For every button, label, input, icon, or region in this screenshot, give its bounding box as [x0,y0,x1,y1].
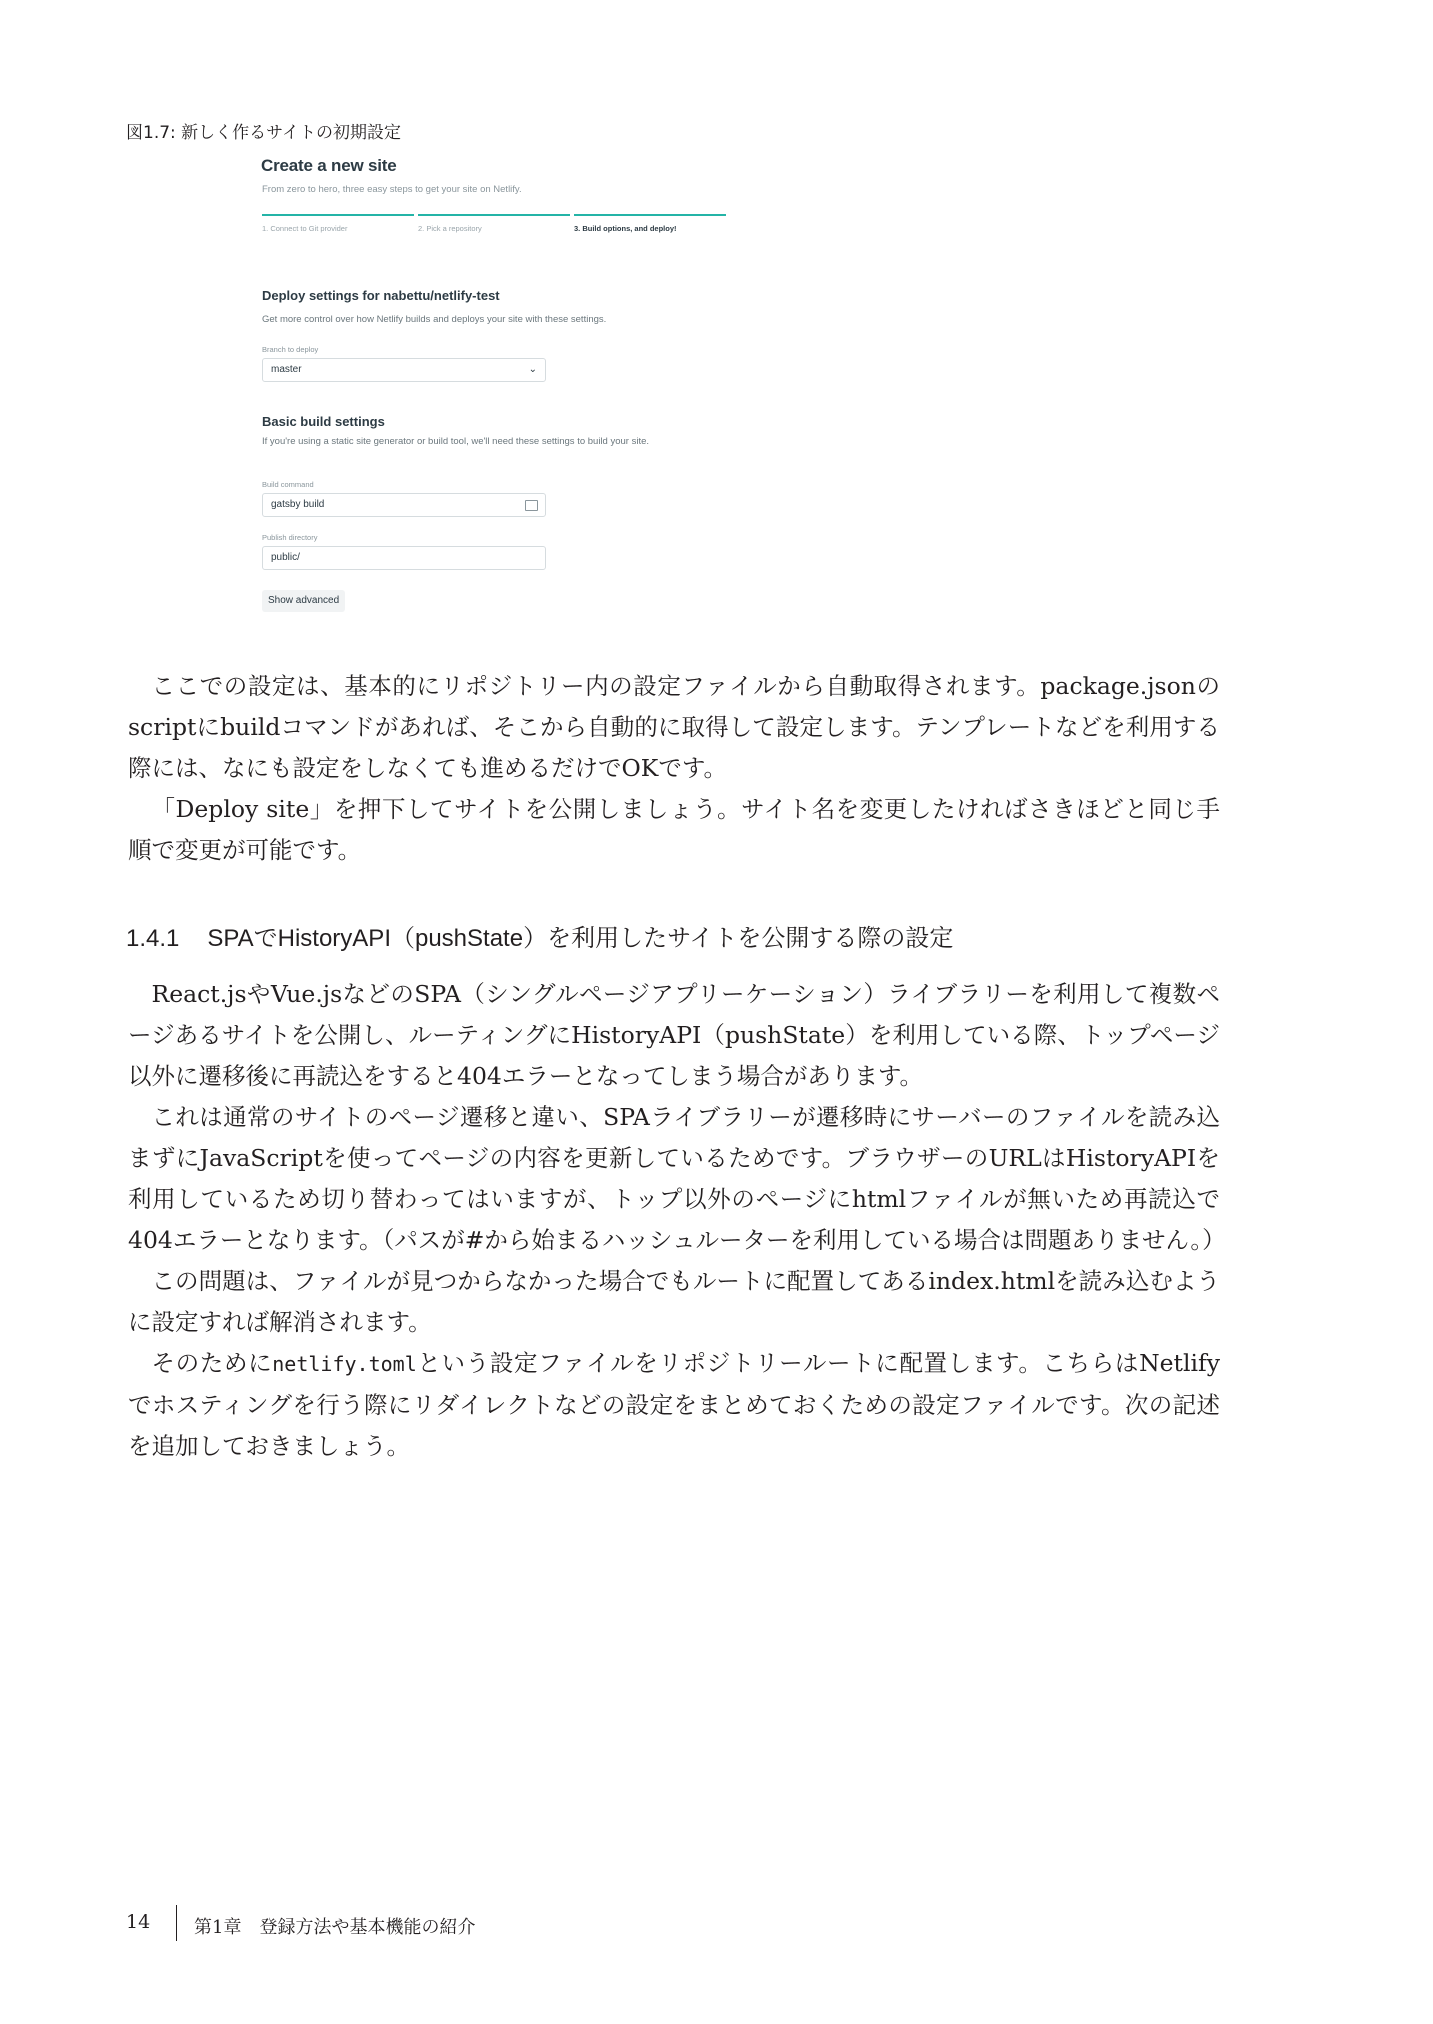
publish-directory-label: Publish directory [262,533,318,542]
paragraph-1: ここでの設定は、基本的にリポジトリー内の設定ファイルから自動取得されます。package.jsonのscriptにbuildコマンドがあれば、そこから自動的に取得して設定します。テンプレートなどを利用する際には、なにも設定をしなくても進めるだけでOKです。 [128,672,1220,782]
build-command-value: gatsby build [271,499,325,510]
footer-divider [176,1905,177,1941]
basic-build-desc: If you're using a static site generator or build tool, we'll need these settings to build your site. [262,436,650,447]
create-site-subtitle: From zero to hero, three easy steps to get your site on Netlify. [262,184,522,195]
publish-directory-value: public/ [271,552,300,563]
chevron-down-icon: ⌄ [528,364,537,375]
step-3[interactable] [574,214,726,233]
deploy-settings-desc: Get more control over how Netlify builds and deploys your site with these settings. [262,314,607,325]
paragraph-6-end: という設定ファイルをリポジトリールートに配置します。こちらはNetlifyでホスティングを行う際にリダイレクトなどの設定をまとめておくための設定ファイルです。次の記述を追加しておきましょう。 [128,1349,1220,1460]
paragraph-6-start: そのために [151,1349,273,1377]
step-2-label: 2. Pick a repository [418,224,482,233]
paragraph-3: React.jsやVue.jsなどのSPA（シングルページアプリーケーション）ライブラリーを利用して複数ページあるサイトを公開し、ルーティングにHistoryAPI（pushState）を利用している際、トップページ以外に遷移後に再読込をすると404エラーとなってしまう場合があります。 [128,980,1220,1090]
step-indicator [262,214,730,238]
publish-directory-input[interactable] [262,546,546,570]
body-paragraphs-1 [128,666,1220,871]
branch-select[interactable] [262,358,546,382]
figure-caption: 図1.7: 新しく作るサイトの初期設定 [126,123,401,143]
keyboard-icon [525,500,538,511]
paragraph-6 [128,1343,1220,1467]
netlify-toml-code: netlify.toml [272,1352,417,1376]
show-advanced-button[interactable]: Show advanced [262,590,345,612]
deploy-settings-heading: Deploy settings for nabettu/netlify-test [262,288,500,303]
netlify-screenshot [260,152,730,620]
build-command-input[interactable] [262,493,546,517]
basic-build-heading: Basic build settings [262,414,385,429]
create-site-title: Create a new site [261,156,397,175]
paragraph-2: 「Deploy site」を押下してサイトを公開しましょう。サイト名を変更したければさきほどと同じ手順で変更が可能です。 [128,795,1220,864]
chapter-title: 第1章 登録方法や基本機能の紹介 [194,1917,476,1938]
branch-label: Branch to deploy [262,345,319,354]
build-command-label: Build command [262,480,314,489]
branch-value: master [271,364,302,375]
paragraph-4: これは通常のサイトのページ遷移と違い、SPAライブラリーが遷移時にサーバーのファイルを読み込まずにJavaScriptを使ってページの内容を更新しているためです。ブラウザーのURLはHistoryAPIを利用しているため切り替わってはいますが、トップ以外のページにhtmlファイルが無いため再読込で404エラーとなります。（パスが#から始まるハッシュルーターを利用している場合は問題ありません。） [128,1103,1226,1254]
section-number: 1.4.1 [126,925,180,952]
step-3-label: 3. Build options, and deploy! [574,224,677,233]
step-1-label: 1. Connect to Git provider [262,224,348,233]
step-2[interactable] [418,214,570,233]
step-1[interactable] [262,214,414,233]
body-paragraphs-2 [128,974,1226,1467]
section-title: SPAでHistoryAPI（pushState）を利用したサイトを公開する際の設定 [207,925,954,952]
page-number: 14 [126,1911,151,1933]
section-heading [126,918,953,953]
paragraph-5: この問題は、ファイルが見つからなかった場合でもルートに配置してあるindex.htmlを読み込むように設定すれば解消されます。 [128,1267,1220,1336]
